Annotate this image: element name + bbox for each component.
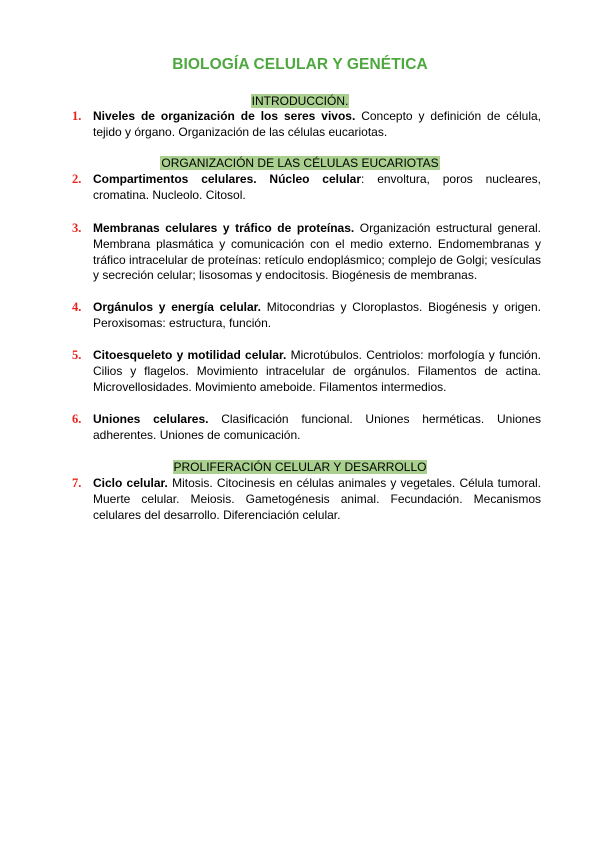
item-description: Clasificación funcional. Uniones herméticas. Uniones adherentes. Uniones de comunicación.	[93, 412, 542, 442]
item-description: Mitosis. Citocinesis en células animales y vegetales. Célula tumoral. Muerte celular. Meiosis. Gametogénesis animal. Fecundación. Mecanismos celulares del desarrollo. Diferenciación celular.	[93, 476, 541, 522]
item-text	[93, 412, 541, 444]
item-description: Concepto y definición de célula, tejido y órgano. Organización de las células eucariotas.	[93, 109, 541, 139]
document-title: BIOLOGÍA CELULAR Y GENÉTICA	[172, 56, 428, 73]
item-bold-title: Niveles de organización de los seres vivos.	[93, 109, 356, 123]
section-heading-text: INTRODUCCIÓN.	[251, 94, 349, 108]
item-number: 5.	[72, 348, 82, 362]
item-number: 3.	[72, 221, 82, 235]
item-bold-title: Citoesqueleto y motilidad celular.	[93, 348, 287, 362]
item-number: 7.	[72, 476, 82, 490]
item-number: 2.	[72, 172, 82, 186]
section-heading-text: PROLIFERACIÓN CELULAR Y DESARROLLO	[173, 460, 427, 474]
item-bold-title: Uniones celulares.	[93, 412, 209, 426]
item-number: 4.	[72, 300, 82, 314]
item-number: 6.	[72, 412, 82, 426]
item-bold-title: Membranas celulares y tráfico de proteínas.	[93, 221, 355, 235]
section-heading-text: ORGANIZACIÓN DE LAS CÉLULAS EUCARIOTAS	[161, 156, 439, 170]
item-number: 1.	[72, 109, 82, 123]
item-text	[93, 221, 541, 284]
item-description: Organización estructural general. Membrana plasmática y comunicación con el medio externo. Endomembranas y tráfico intracelular de proteínas: retículo endoplásmico; complejo de Golgi; vesículas y secreción celular; lisosomas y endocitosis. Biogénesis de membranas.	[93, 221, 541, 283]
item-bold-title: Compartimentos celulares. Núcleo celular	[93, 172, 361, 186]
item-text	[93, 172, 541, 204]
item-description: Mitocondrias y Cloroplastos. Biogénesis y origen. Peroxisomas: estructura, función.	[93, 300, 541, 330]
item-text	[93, 109, 541, 141]
item-text	[93, 348, 541, 395]
section-heading-organizacion	[0, 156, 600, 170]
item-text	[93, 300, 541, 332]
item-description: Microtúbulos. Centriolos: morfología y función. Cilios y flagelos. Movimiento intracelular de orgánulos. Filamentos de actina. Microvellosidades. Movimiento ameboide. Filamentos intermedios.	[93, 348, 541, 394]
item-text	[93, 476, 541, 523]
item-bold-title: Orgánulos y energía celular.	[93, 300, 261, 314]
item-description: : envoltura, poros nucleares, cromatina. Nucleolo. Citosol.	[93, 172, 541, 202]
item-bold-title: Ciclo celular.	[93, 476, 168, 490]
section-heading-introduccion	[0, 94, 600, 108]
section-heading-proliferacion	[0, 460, 600, 474]
